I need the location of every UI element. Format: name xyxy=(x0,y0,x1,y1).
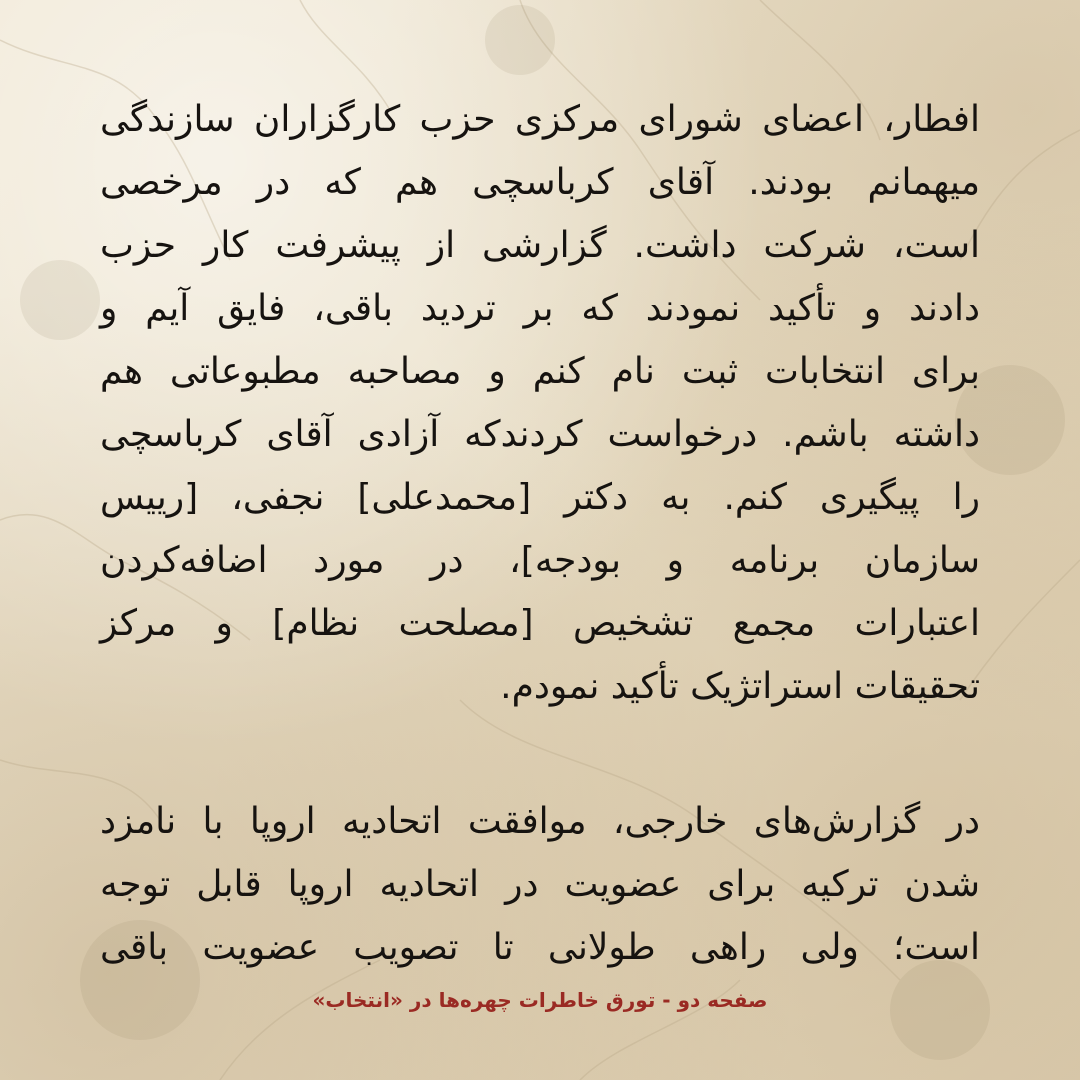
paragraph-2 xyxy=(100,790,980,979)
text-line: برای انتخابات ثبت نام کنم و مصاحبه مطبوعاتی هم xyxy=(100,351,980,392)
text-line: اعتبارات مجمع تشخیص [مصلحت نظام] و مرکز xyxy=(100,603,980,644)
text-line: در گزارش‌های خارجی، موافقت اتحادیه اروپا با نامزد xyxy=(100,801,980,842)
text-line: دادند و تأکید نمودند که بر تردید باقی، فایق آیم و xyxy=(100,288,980,329)
text-line: شدن ترکیه برای عضویت در اتحادیه اروپا قابل توجه xyxy=(100,864,980,905)
paragraph-1 xyxy=(100,88,980,718)
text-line: افطار، اعضای شورای مرکزی حزب کارگزاران سازندگی xyxy=(100,99,980,140)
text-line: تحقیقات استراتژیک تأکید نمودم. xyxy=(500,666,980,707)
memoir-text xyxy=(100,88,980,979)
text-line: است؛ ولی راهی طولانی تا تصویب عضویت باقی xyxy=(100,927,980,968)
text-line: داشته باشم. درخواست کردندکه آزادی آقای کرباسچی xyxy=(100,414,980,455)
text-line: است، شرکت داشت. گزارشی از پیشرفت کار حزب xyxy=(100,225,980,266)
text-line: میهمانم بودند. آقای کرباسچی هم که در مرخصی xyxy=(100,162,980,203)
text-line: را پیگیری کنم. به دکتر [محمدعلی] نجفی، [رییس xyxy=(100,477,980,518)
page-footer: صفحه دو - تورق خاطرات چهره‌ها در «انتخاب» xyxy=(312,988,768,1012)
text-line: سازمان برنامه و بودجه]، در مورد اضافه‌کردن xyxy=(100,540,980,581)
paragraph-gap xyxy=(100,718,980,790)
